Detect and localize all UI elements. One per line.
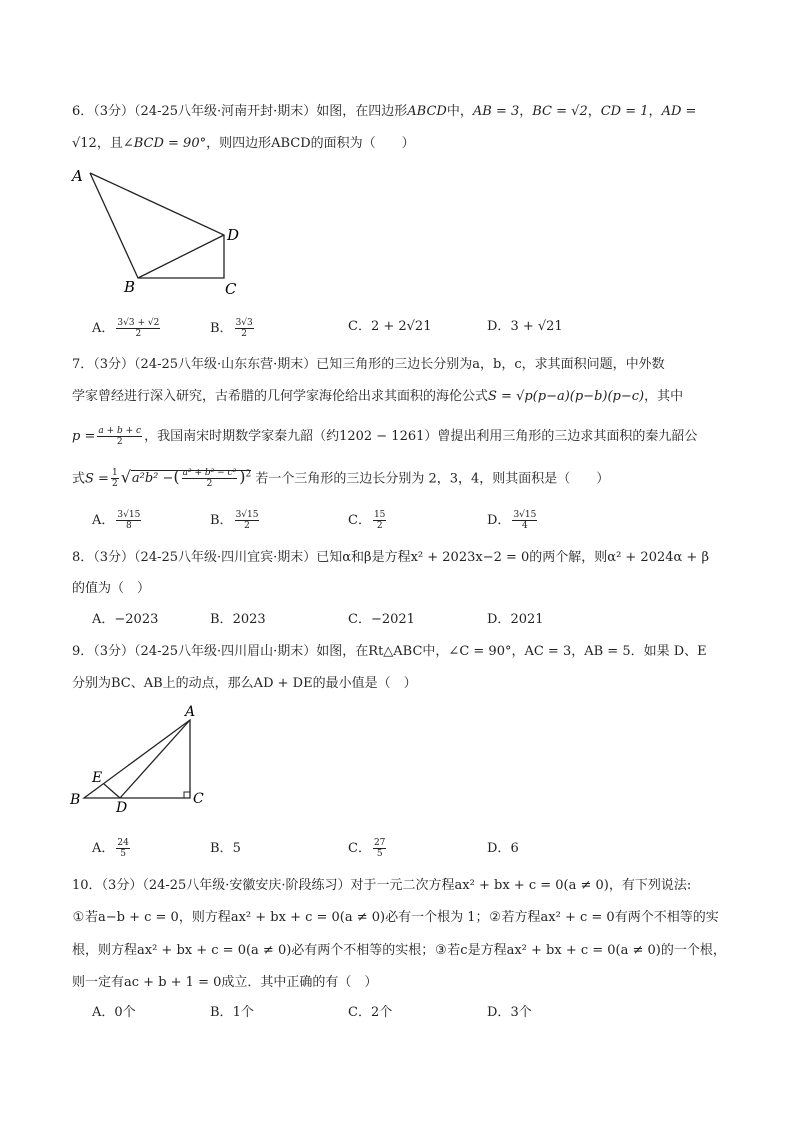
- q10-stem-line4: 则一定有ac + b + 1 = 0成立．其中正确的有（ ）: [72, 975, 378, 990]
- q6-option-b[interactable]: [210, 318, 256, 339]
- q7-option-d-num: 3√15: [513, 510, 537, 520]
- q7-qin-inner-frac: [182, 468, 238, 489]
- q7-option-b-frac: [235, 510, 260, 531]
- q6-comma-3: ，: [648, 104, 662, 119]
- q6-option-c-label: C．: [348, 319, 371, 334]
- q6-bcd: BCD = 90°: [133, 136, 207, 151]
- q6-option-a-label: A．: [92, 321, 115, 336]
- q10-circled-2-icon: ②: [489, 910, 501, 925]
- q10-statement-1: 若a−b + c = 0，则方程ax² + bx + c = 0(a ≠ 0)必有一个根为 1；: [85, 910, 489, 925]
- q6-ad: AD =: [661, 104, 697, 119]
- q7-option-a-num: 3√15: [117, 510, 141, 520]
- q8-stem-line1: 8．（3分）（24-25八年级·四川宜宾·期末）已知α和β是方程x² + 2023x−2 = 0的两个解，则α² + 2024α + β: [72, 550, 709, 565]
- q7-heron-formula: S = √p(p−a)(p−b)(p−c): [488, 389, 645, 404]
- q7-option-b-num: 3√15: [235, 510, 259, 520]
- q6-option-b-num: 3√3: [235, 318, 253, 328]
- q7-line2-prefix: 学家曾经进行深入研究，古希腊的几何学家海伦给出求其面积的海伦公式: [72, 389, 489, 404]
- q6-option-c[interactable]: [348, 318, 431, 336]
- q9-triangle-figure: [66, 700, 226, 815]
- q7-option-a-den: 8: [125, 521, 132, 531]
- q6-sqrt12: √12: [72, 136, 97, 151]
- q10-stem-line3: [72, 942, 726, 960]
- q9-option-a-num: 24: [117, 838, 129, 848]
- q7-qin-square: 2: [245, 470, 252, 480]
- q9-segment-ad: [120, 720, 190, 798]
- q8-stem-line2: 的值为（ ）: [72, 581, 151, 596]
- q6-bc: BC = √2: [532, 104, 588, 119]
- q10-option-a-label: A．: [92, 1005, 115, 1020]
- q7-option-c-num: 15: [373, 510, 386, 520]
- q6-label-d: D: [227, 226, 240, 244]
- q9-option-c-num: 27: [373, 838, 386, 848]
- q10-option-b-label: B．: [210, 1005, 233, 1020]
- q7-qin-inner-den: 2: [206, 479, 213, 490]
- q8-option-c-value: −2021: [370, 612, 415, 627]
- q6-option-d-label: D．: [487, 319, 511, 334]
- q6-label-a: A: [72, 167, 83, 185]
- q6-quadrilateral-figure: [68, 165, 248, 300]
- q7-line4-suffix: 若一个三角形的三边长分别为 2，3，4，则其面积是（ ）: [255, 471, 610, 487]
- q6-quad-outline: [90, 173, 224, 278]
- q6-label-b: B: [124, 278, 136, 296]
- q6-comma-2: ，: [587, 104, 601, 119]
- q7-stem-line4: [72, 466, 609, 489]
- q10-statement-2-end: 根，则方程ax² + bx + c = 0(a ≠ 0)必有两个不相等的实根；: [72, 943, 435, 958]
- q9-option-b[interactable]: [210, 840, 241, 858]
- q7-qin-half-den: 2: [111, 479, 118, 490]
- q6-option-a[interactable]: [92, 318, 162, 339]
- q8-option-a-label: A．: [92, 612, 115, 627]
- q6-option-d-value: 3 + √21: [510, 319, 563, 334]
- q9-option-b-label: B．: [210, 841, 233, 856]
- q8-option-b[interactable]: [210, 611, 266, 629]
- q10-option-d-label: D．: [487, 1005, 511, 1020]
- q7-option-c-frac: [373, 510, 386, 531]
- q8-option-c[interactable]: [348, 611, 415, 629]
- q6-stem-line2: [72, 135, 415, 153]
- q9-option-c-frac: [373, 838, 386, 859]
- q9-option-c-den: 5: [376, 849, 383, 859]
- q7-qin-s: S =: [85, 471, 109, 487]
- q9-option-c-label: C．: [348, 841, 371, 856]
- q10-stem-line2: [72, 909, 719, 927]
- q10-circled-1-icon: ①: [72, 910, 85, 925]
- q6-option-d[interactable]: [487, 318, 563, 336]
- q7-option-b-den: 2: [244, 521, 250, 531]
- q6-ab: AB = 3: [472, 104, 520, 119]
- q9-triangle-abc: [84, 720, 190, 798]
- q6-comma-1: ，: [519, 104, 533, 119]
- q7-qin-inner-num: a² + b² − c²: [182, 468, 237, 479]
- q6-option-a-den: 2: [135, 329, 142, 339]
- q7-p-frac: [97, 426, 142, 447]
- q6-label-c: C: [225, 280, 237, 298]
- q7-option-c-den: 2: [376, 521, 383, 531]
- q8-option-c-label: C．: [348, 612, 371, 627]
- q9-stem-line2: 分别为BC、AB上的动点，那么AD + DE的最小值是（ ）: [72, 676, 417, 691]
- q9-stem-line1: 9．（3分）（24-25八年级·四川眉山·期末）如图，在Rt△ABC中，∠C = 90°，AC = 3，AB = 5．如果 D、E: [72, 644, 707, 659]
- q10-option-a-value: 0个: [114, 1005, 136, 1020]
- q10-statement-2-start: 若方程ax² + c = 0有两个不相等的实: [501, 910, 719, 925]
- q10-option-c-label: C．: [348, 1005, 371, 1020]
- q9-label-b: B: [70, 792, 81, 808]
- q7-p-den: 2: [116, 437, 123, 447]
- q7-option-d-label: D．: [487, 513, 511, 528]
- q10-option-d-value: 3个: [510, 1005, 532, 1020]
- q10-option-c[interactable]: [348, 1004, 392, 1022]
- q9-option-c[interactable]: [348, 838, 388, 859]
- q8-option-d[interactable]: [487, 611, 544, 629]
- q6-stem-line1: [72, 103, 696, 121]
- q7-stem-line1: 7．（3分）（24-25八年级·山东东营·期末）已知三角形的三边长分别为a，b，c，求其面积问题，中外数: [72, 357, 665, 372]
- q8-option-d-value: 2021: [510, 612, 544, 627]
- q6-prefix: 6．（3分）（24-25八年级·河南开封·期末）如图，在四边形: [72, 104, 408, 119]
- q7-p-num: a + b + c: [98, 426, 142, 436]
- q7-option-d[interactable]: [487, 510, 539, 531]
- q7-line4-prefix: 式: [72, 471, 86, 487]
- q7-qin-rparen-icon: ): [239, 467, 246, 487]
- q7-option-a-frac: [116, 510, 141, 531]
- q10-option-a[interactable]: [92, 1004, 136, 1022]
- q6-option-b-frac: [235, 318, 254, 339]
- q8-option-b-label: B．: [210, 612, 233, 627]
- q6-in: 中，: [446, 104, 473, 119]
- q8-option-a-value: −2023: [114, 612, 159, 627]
- q9-option-a-frac: [116, 838, 129, 859]
- q7-line3-rest: ，我国南宋时期数学家秦九韶（约1202 − 1261）曾提出利用三角形的三边求其面积的秦九韶公: [144, 429, 698, 444]
- q9-label-e: E: [92, 770, 103, 786]
- q9-label-c: C: [193, 791, 204, 807]
- q7-option-c[interactable]: [348, 510, 388, 531]
- q7-qin-lparen-icon: (: [173, 467, 180, 487]
- q6-abcd: ABCD: [407, 104, 447, 119]
- q8-option-b-value: 2023: [232, 612, 266, 627]
- q6-option-a-num: 3√3 + √2: [117, 318, 160, 328]
- q6-option-c-value: 2 + 2√21: [370, 319, 432, 334]
- q10-statement-3-start: 若c是方程ax² + bx + c = 0(a ≠ 0)的一个根，: [447, 943, 726, 958]
- q10-option-b[interactable]: [210, 1004, 254, 1022]
- q7-stem-line3: [72, 426, 697, 447]
- q9-option-a-label: A．: [92, 841, 115, 856]
- q7-option-b-label: B．: [210, 513, 233, 528]
- q7-option-d-frac: [512, 510, 537, 531]
- q10-option-b-value: 1个: [232, 1005, 254, 1020]
- q10-option-d[interactable]: [487, 1004, 532, 1022]
- q7-option-b[interactable]: [210, 510, 261, 531]
- q6-mid: ，且∠: [96, 136, 134, 151]
- q7-option-c-label: C．: [348, 513, 371, 528]
- q8-option-d-label: D．: [487, 612, 511, 627]
- q9-right-angle-icon: [184, 792, 190, 798]
- q7-qin-half: [111, 468, 119, 489]
- q7-qin-radical-icon: √: [120, 467, 131, 487]
- q9-option-a[interactable]: [92, 838, 132, 859]
- q8-option-a[interactable]: [92, 611, 158, 629]
- q7-option-a[interactable]: [92, 510, 143, 531]
- q6-option-a-frac: [116, 318, 160, 339]
- q6-cd: CD = 1: [600, 104, 649, 119]
- q9-segment-de: [104, 784, 120, 798]
- q6-end: ，则四边形ABCD的面积为（ ）: [206, 136, 415, 151]
- q9-option-a-den: 5: [120, 849, 126, 859]
- q10-option-c-value: 2个: [370, 1005, 393, 1020]
- q9-option-d-label: D．: [487, 841, 511, 856]
- q9-option-d-value: 6: [510, 841, 519, 856]
- q7-stem-line2: [72, 388, 683, 406]
- q7-qin-body: a²b² −: [131, 471, 174, 487]
- q7-line2-suffix: ，其中: [644, 389, 684, 404]
- q7-qin-half-num: 1: [111, 468, 118, 479]
- q10-stem-line1: 10．（3分）（24-25八年级·安徽安庆·阶段练习）对于一元二次方程ax² + bx + c = 0(a ≠ 0)，有下列说法:: [72, 878, 692, 893]
- q6-option-b-den: 2: [241, 329, 248, 339]
- q9-label-a: A: [185, 704, 196, 720]
- q6-diagonal-bd: [138, 235, 224, 278]
- q9-label-d: D: [116, 800, 128, 815]
- q7-option-d-den: 4: [522, 521, 528, 531]
- q7-qin-radicand: [131, 467, 252, 490]
- q10-circled-3-icon: ③: [434, 943, 447, 958]
- q6-option-b-label: B．: [210, 321, 233, 336]
- q7-option-a-label: A．: [92, 513, 115, 528]
- q7-p-eq: p =: [72, 429, 96, 444]
- q9-option-b-value: 5: [232, 841, 241, 856]
- q9-option-d[interactable]: [487, 840, 519, 858]
